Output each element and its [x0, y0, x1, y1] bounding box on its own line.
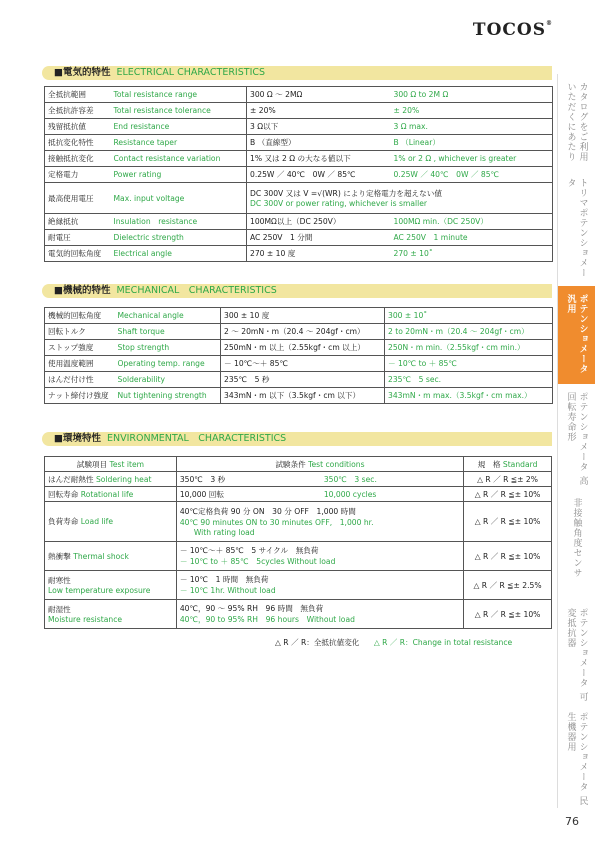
electrical-section-header: [42, 66, 552, 80]
row-label-jp: 回転トルク: [45, 324, 115, 340]
row-label-jp: 耐電圧: [45, 230, 111, 246]
table-row: [45, 214, 553, 230]
row-value-merged: [247, 183, 553, 214]
row-value-jp: ± 20%: [247, 103, 391, 119]
row-label-jp: はんだ付け性: [45, 372, 115, 388]
header-standard: 規 格 Standard: [464, 457, 552, 472]
side-tab-trimmer[interactable]: トリマポテンショメータ: [557, 170, 595, 286]
row-label-en: Power rating: [111, 167, 247, 183]
electrical-title-en: ELECTRICAL CHARACTERISTICS: [116, 67, 266, 78]
test-item: 回転寿命 Rotational life: [45, 487, 177, 502]
row-value-en: 270 ± 10˚: [391, 246, 553, 262]
side-tab-consumer[interactable]: ポテンショメータ 民生機器用: [557, 704, 595, 808]
row-label-en: Contact resistance variation: [111, 151, 247, 167]
test-item: はんだ耐熱性 Soldering heat: [45, 472, 177, 487]
row-value-jp: B （直線型）: [247, 135, 391, 151]
row-value-jp: 250mN・m 以上（2.55kgf・cm 以上）: [221, 340, 385, 356]
row-label-en: Resistance taper: [111, 135, 247, 151]
row-label-en: Insulation resistance: [111, 214, 247, 230]
row-value-en: 2 to 20mN・m（20.4 ～ 204gf・cm）: [385, 324, 553, 340]
test-standard: △ R ／ R ≦± 10%: [464, 487, 552, 502]
header-test-item: 試験項目 Test item: [45, 457, 177, 472]
row-value-en: 235℃ 5 sec.: [385, 372, 553, 388]
test-standard: △ R ／ R ≦± 10%: [464, 600, 552, 629]
row-value-jp: 235℃ 5 秒: [221, 372, 385, 388]
environmental-table: [44, 456, 552, 629]
test-standard: △ R ／ R ≦± 10%: [464, 542, 552, 571]
test-standard: △ R ／ R ≦± 2.5%: [464, 571, 552, 600]
test-item: 熱衝撃 Thermal shock: [45, 542, 177, 571]
row-value-en: 300 Ω to 2M Ω: [391, 87, 553, 103]
test-condition: 350℃ 3 秒 350℃ 3 sec.: [176, 472, 463, 487]
table-row: [45, 600, 552, 629]
row-label-en: Shaft torque: [115, 324, 221, 340]
footnote: [275, 637, 512, 648]
row-value-jp: 300 ± 10 度: [221, 308, 385, 324]
row-value-en: DC 300V or power rating, whichever is smaller: [250, 199, 428, 208]
row-value-jp: AC 250V 1 分間: [247, 230, 391, 246]
test-condition: [176, 571, 463, 600]
row-value-en: 1% or 2 Ω , whichever is greater: [391, 151, 553, 167]
row-value-en: ± 20%: [391, 103, 553, 119]
table-row: [45, 340, 553, 356]
row-label-jp: 最高使用電圧: [45, 183, 111, 214]
condition-line-en: 40℃ 90 minutes ON to 30 minutes OFF, 1,000 hr.: [179, 518, 374, 527]
table-header-row: [45, 457, 552, 472]
side-tab-long-life[interactable]: ポテンショメータ 高回転寿命形: [557, 384, 595, 490]
test-condition: 10,000 回転 10,000 cycles: [176, 487, 463, 502]
row-value-jp: DC 300V 又は V =√(WR) により定格電力を超えない値: [250, 189, 442, 198]
table-row: [45, 388, 553, 404]
side-tab-general-potentiometer[interactable]: ポテンショメータ 汎用: [557, 286, 595, 384]
row-label-en: End resistance: [111, 119, 247, 135]
row-label-jp: 全抵抗範囲: [45, 87, 111, 103]
table-row: [45, 308, 553, 324]
test-standard: △ R ／ R ≦± 10%: [464, 502, 552, 542]
row-label-en: Electrical angle: [111, 246, 247, 262]
test-condition: [176, 502, 463, 542]
row-value-en: B （Linear）: [391, 135, 553, 151]
mechanical-table: [44, 307, 553, 404]
test-item: 耐湿性 Moisture resistance: [45, 600, 177, 629]
row-value-jp: － 10℃～＋ 85℃: [221, 356, 385, 372]
table-row: [45, 571, 552, 600]
row-label-en: Operating temp. range: [115, 356, 221, 372]
row-label-jp: 電気的回転角度: [45, 246, 111, 262]
test-item: 負荷寿命 Load life: [45, 502, 177, 542]
condition-line-en: 40℃，90 to 95% RH 96 hours Without load: [179, 615, 355, 624]
condition-line-jp: 40℃，90 ～ 95% RH 96 時間 無負荷: [179, 604, 324, 613]
table-row: [45, 356, 553, 372]
condition-line-jp: 40℃定格負荷 90 分 ON 30 分 OFF 1,000 時間: [179, 507, 356, 516]
environmental-section-header: [42, 432, 552, 446]
test-standard: △ R ／ R ≦± 2%: [464, 472, 552, 487]
table-row: [45, 103, 553, 119]
electrical-table: [44, 86, 553, 262]
row-value-jp: 270 ± 10 度: [247, 246, 391, 262]
row-value-en: 3 Ω max.: [391, 119, 553, 135]
table-row: [45, 87, 553, 103]
row-label-jp: 残留抵抗値: [45, 119, 111, 135]
test-condition: [176, 542, 463, 571]
table-row: [45, 119, 553, 135]
row-label-en: Solderability: [115, 372, 221, 388]
table-row: [45, 542, 552, 571]
row-label-jp: ストップ強度: [45, 340, 115, 356]
row-label-en: Stop strength: [115, 340, 221, 356]
footnote-en: △ R ／ R：Change in total resistance: [373, 638, 513, 647]
row-label-jp: 接触抵抗変化: [45, 151, 111, 167]
row-value-en: 0.25W ／ 40℃ 0W ／ 85℃: [391, 167, 553, 183]
table-row: [45, 135, 553, 151]
test-condition: [176, 600, 463, 629]
header-test-conditions: 試験条件 Test conditions: [176, 457, 463, 472]
condition-line-jp: － 10℃ 1 時間 無負荷: [179, 575, 269, 584]
row-value-en: 300 ± 10˚: [385, 308, 553, 324]
row-label-en: Max. input voltage: [111, 183, 247, 214]
environmental-title-en: ENVIRONMENTAL CHARACTERISTICS: [106, 433, 287, 444]
side-tab-noncontact-sensor[interactable]: 非接触角度センサ: [557, 490, 595, 600]
row-value-en: 100MΩ min.（DC 250V）: [391, 214, 553, 230]
row-label-en: Dielectric strength: [111, 230, 247, 246]
test-item: 耐寒性 Low temperature exposure: [45, 571, 177, 600]
row-value-en: 250N・m min.（2.55kgf・cm min.）: [385, 340, 553, 356]
row-label-jp: 使用温度範囲: [45, 356, 115, 372]
table-row: [45, 487, 552, 502]
page-number: 76: [565, 815, 579, 828]
mechanical-title-jp: ■機械的特性: [54, 285, 111, 296]
condition-line-en: With rating load: [193, 528, 255, 537]
row-label-en: Total resistance range: [111, 87, 247, 103]
row-label-en: Mechanical angle: [115, 308, 221, 324]
row-label-jp: 全抵抗許容差: [45, 103, 111, 119]
table-row: [45, 472, 552, 487]
row-value-en: AC 250V 1 minute: [391, 230, 553, 246]
row-value-jp: 343mN・m 以下（3.5kgf・cm 以下）: [221, 388, 385, 404]
table-row: [45, 183, 553, 214]
side-tab-variable-resistor[interactable]: ポテンショメータ 可変抵抗器: [557, 600, 595, 704]
row-label-en: Total resistance tolerance: [111, 103, 247, 119]
electrical-title-jp: ■電気的特性: [54, 67, 111, 78]
row-value-jp: 2 ～ 20mN・m（20.4 ～ 204gf・cm）: [221, 324, 385, 340]
tocos-logo: TOCOS®: [472, 20, 553, 40]
table-row: [45, 151, 553, 167]
table-row: [45, 246, 553, 262]
row-label-jp: 機械的回転角度: [45, 308, 115, 324]
table-row: [45, 230, 553, 246]
condition-line-en: － 10℃ to ＋ 85℃ 5cycles Without load: [179, 557, 336, 566]
row-value-jp: 100MΩ以上（DC 250V）: [247, 214, 391, 230]
table-row: [45, 502, 552, 542]
row-label-jp: ナット締付け強度: [45, 388, 115, 404]
row-value-en: 343mN・m max.（3.5kgf・cm max.）: [385, 388, 553, 404]
side-tab-catalog-guide[interactable]: カタログをご利用いただくにあたり: [557, 74, 595, 170]
table-row: [45, 372, 553, 388]
table-row: [45, 167, 553, 183]
row-label-jp: 絶縁抵抗: [45, 214, 111, 230]
condition-line-jp: － 10℃～＋ 85℃ 5 サイクル 無負荷: [179, 546, 319, 555]
condition-line-en: － 10℃ 1hr. Without load: [179, 586, 276, 595]
row-label-en: Nut tightening strength: [115, 388, 221, 404]
row-value-jp: 1% 又は 2 Ω の大なる値以下: [247, 151, 391, 167]
footnote-jp: △ R ／ R：全抵抗値変化: [275, 638, 360, 647]
environmental-title-jp: ■環境特性: [54, 433, 101, 444]
row-value-jp: 300 Ω ～ 2MΩ: [247, 87, 391, 103]
row-label-jp: 定格電力: [45, 167, 111, 183]
row-value-en: － 10℃ to ＋ 85℃: [385, 356, 553, 372]
row-label-jp: 抵抗変化特性: [45, 135, 111, 151]
mechanical-section-header: [42, 284, 552, 298]
table-row: [45, 324, 553, 340]
row-value-jp: 3 Ω以下: [247, 119, 391, 135]
row-value-jp: 0.25W ／ 40℃ 0W ／ 85℃: [247, 167, 391, 183]
mechanical-title-en: MECHANICAL CHARACTERISTICS: [116, 285, 277, 296]
